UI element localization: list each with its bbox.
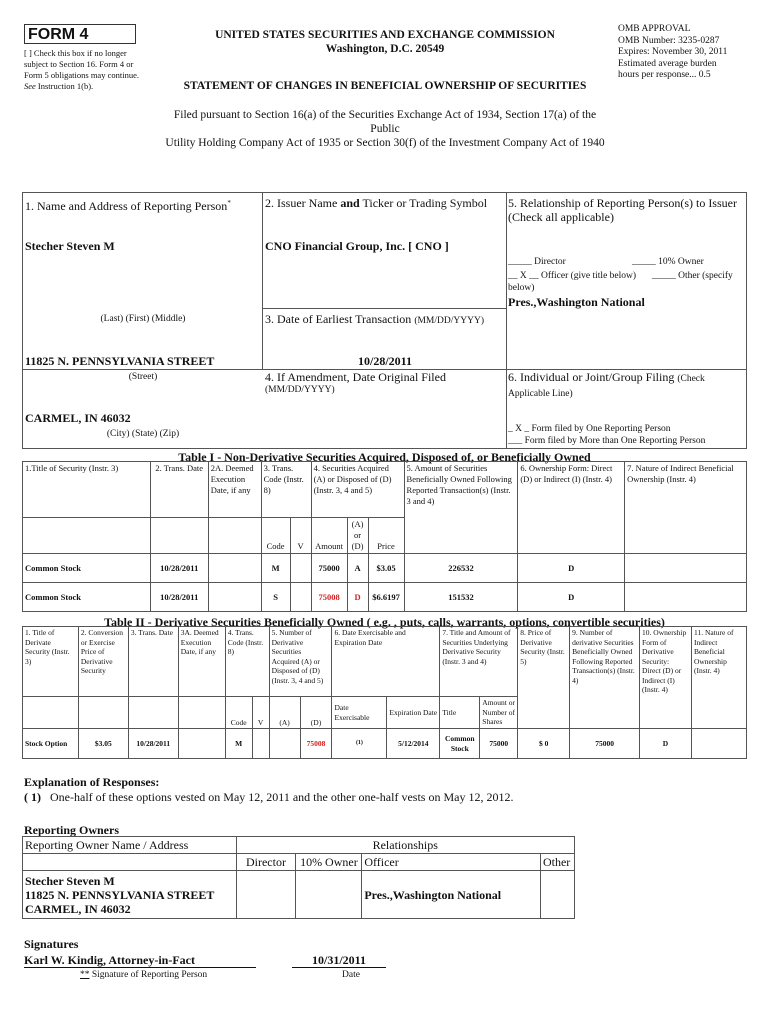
t1-header-title: 1.Title of Security (Instr. 3) (23, 462, 151, 518)
reporting-person-city: CARMEL, IN 46032 (25, 411, 131, 425)
form-title: FORM 4 (28, 26, 89, 43)
reporting-person-street: 11825 N. PENNSYLVANIA STREET (25, 354, 215, 368)
t2-r1-conv: $3.05 (78, 729, 128, 759)
t2-header-form: 10. Ownership Form of Derivative Security: Direct (D) or Indirect (I) (Instr. 4) (640, 627, 692, 729)
t1-header-acquired: 4. Securities Acquired (A) or Disposed of (D) (Instr. 3, 4 and 5) (311, 462, 404, 518)
owners-col-ten-pct: 10% Owner (296, 854, 362, 871)
box4-label: 4. If Amendment, Date Original Filed (265, 370, 446, 384)
t2-r1-v (252, 729, 269, 759)
t2-sub-date-ex: Date Exercisable (332, 697, 387, 729)
director-checkbox[interactable]: _____ Director (508, 257, 566, 267)
t1-header-form: 6. Ownership Form: Direct (D) or Indirect (I) (Instr. 4) (518, 462, 625, 554)
filing-option-one[interactable]: _ X _ Form filed by One Reporting Person (508, 424, 671, 434)
t2-r1-exercisable: (1) (332, 729, 387, 759)
agency-location: Washington, D.C. 20549 (325, 43, 445, 55)
earliest-transaction-date: 10/28/2011 (357, 354, 412, 368)
footnote-1: ( 1) One-half of these options vested on May 12, 2011 and the other one-half vests on May 12, 2012. (24, 790, 514, 804)
t1-r2-code: S (261, 583, 290, 612)
t1-sub-amount: Amount (311, 518, 347, 554)
checkbox-note[interactable]: [ ] Check this box if no longer subject to Section 16. Form 4 or Form 5 obligations may continue. See Instruction 1(b). (24, 48, 139, 91)
t2-header-date: 3. Trans. Date (128, 627, 178, 697)
t1-r1-date: 10/28/2011 (150, 554, 208, 583)
form-title-box (24, 24, 136, 44)
t1-r1-v (290, 554, 311, 583)
t1-r1-code: M (261, 554, 290, 583)
reporting-person-name: Stecher Steven M (25, 239, 115, 253)
t1-sub-code: Code (261, 518, 290, 554)
date-caption: Date (342, 970, 360, 980)
t2-r1-d: 75008 (300, 729, 332, 759)
t2-header-price: 8. Price of Derivative Security (Instr. 5) (518, 627, 570, 729)
filing-option-multiple[interactable]: ___ Form filed by More than One Reporting Person (508, 436, 706, 446)
table-row (23, 729, 747, 759)
other-checkbox[interactable]: _____ Other (specify below) (508, 271, 733, 293)
t2-sub-code: Code (225, 697, 252, 729)
issuer-name: CNO Financial Group, Inc. [ CNO ] (265, 239, 449, 253)
table2-title: Table II - Derivative Securities Beneficially Owned ( e.g. , puts, calls, warrants, options, convertible securities) (104, 615, 665, 629)
owners-col-name: Reporting Owner Name / Address (23, 837, 237, 854)
table2 (22, 626, 747, 759)
city-caption: (City) (State) (Zip) (106, 429, 180, 439)
t2-sub-exp: Expiration Date (387, 697, 440, 729)
signature-caption: ** Signature of Reporting Person (80, 970, 208, 980)
t1-sub-price: Price (368, 518, 404, 554)
table1-title: Table I - Non-Derivative Securities Acquired, Disposed of, or Beneficially Owned (178, 450, 591, 464)
owners-col-officer: Officer (362, 854, 541, 871)
t1-r2-form: D (518, 583, 625, 612)
t1-header-nature: 7. Nature of Indirect Beneficial Ownership (Instr. 4) (625, 462, 747, 554)
t2-r1-nature (691, 729, 746, 759)
officer-checkbox[interactable]: __ X __ Officer (give title below) (508, 271, 637, 281)
filed-pursuant: Filed pursuant to Section 16(a) of the Securities Exchange Act of 1934, Section 17(a) of the Public Utility Holding Company Act of 1935 or Section 30(f) of the Investment Company Act of 1940 (165, 109, 605, 149)
t2-r1-deemed (178, 729, 225, 759)
owners-col-other: Other (540, 854, 574, 871)
ten-percent-owner-checkbox[interactable]: _____ 10% Owner (632, 257, 704, 267)
t2-r1-code: M (225, 729, 252, 759)
t2-header-underlying: 7. Title and Amount of Securities Underlying Derivative Security (Instr. 3 and 4) (440, 627, 518, 697)
t1-r2-ad: D (347, 583, 368, 612)
officer-title: Pres.,Washington National (508, 295, 645, 309)
t1-r1-security: Common Stock (23, 554, 151, 583)
t1-r2-amount: 75008 (311, 583, 347, 612)
t2-sub-title: Title (440, 697, 480, 729)
box4-label-small: (MM/DD/YYYY) (265, 385, 335, 395)
t1-sub-aod: (A) or (D) (347, 518, 368, 554)
t1-r2-date: 10/28/2011 (150, 583, 208, 612)
signature-date: 10/31/2011 (311, 953, 366, 967)
t2-r1-owned: 75000 (570, 729, 640, 759)
owners-col-director: Director (236, 854, 296, 871)
t1-r1-deemed (208, 554, 261, 583)
t2-header-conversion: 2. Conversion or Exercise Price of Derivative Security (78, 627, 128, 697)
t1-r2-deemed (208, 583, 261, 612)
t2-r1-security: Stock Option (23, 729, 79, 759)
t1-r2-v (290, 583, 311, 612)
t1-r1-ad: A (347, 554, 368, 583)
t2-sub-d: (D) (300, 697, 332, 729)
t2-header-number: 5. Number of Derivative Securities Acquired (A) or Disposed of (D) (Instr. 3, 4 and 5) (269, 627, 332, 697)
t1-r1-owned: 226532 (404, 554, 518, 583)
box2-label: 2. Issuer Name and Ticker or Trading Symbol (265, 196, 488, 210)
t1-r2-owned: 151532 (404, 583, 518, 612)
t1-header-deemed: 2A. Deemed Execution Date, if any (208, 462, 261, 518)
owner-officer-title: Pres.,Washington National (362, 871, 541, 919)
t2-r1-price: $ 0 (518, 729, 570, 759)
t1-r1-form: D (518, 554, 625, 583)
t1-r2-security: Common Stock (23, 583, 151, 612)
t1-r1-amount: 75000 (311, 554, 347, 583)
owners-col-relationships: Relationships (236, 837, 574, 854)
t2-r1-expiration: 5/12/2014 (387, 729, 440, 759)
t2-sub-a: (A) (269, 697, 300, 729)
t2-r1-date: 10/28/2011 (128, 729, 178, 759)
t2-header-exercisable: 6. Date Exercisable and Expiration Date (332, 627, 440, 697)
agency-name: UNITED STATES SECURITIES AND EXCHANGE COMMISSION (215, 29, 555, 41)
t2-header-owned: 9. Number of derivative Securities Beneficially Owned Following Reported Transaction(s) (Instr. 4) (570, 627, 640, 729)
t1-r2-price: $6.6197 (368, 583, 404, 612)
t2-r1-form: D (640, 729, 692, 759)
t1-header-owned: 5. Amount of Securities Beneficially Owned Following Reported Transaction(s) (Instr. 3 and 4) (404, 462, 518, 554)
t1-r1-price: $3.05 (368, 554, 404, 583)
t1-r1-nature (625, 554, 747, 583)
table-row (23, 554, 747, 583)
box5-label: 5. Relationship of Reporting Person(s) to Issuer (Check all applicable) (508, 196, 737, 224)
t2-sub-v: V (252, 697, 269, 729)
reporting-owners-heading: Reporting Owners (24, 823, 119, 837)
street-caption: (Street) (128, 372, 158, 382)
owner-name-address: Stecher Steven M 11825 N. PENNSYLVANIA STREET CARMEL, IN 46032 (23, 871, 237, 919)
t2-sub-amount: Amount or Number of Shares (480, 697, 518, 729)
box3-label: 3. Date of Earliest Transaction (MM/DD/YYYY) (265, 312, 484, 326)
t1-header-date: 2. Trans. Date (150, 462, 208, 518)
signer-name: Karl W. Kindig, Attorney-in-Fact (24, 953, 195, 967)
t2-header-title: 1. Title of Derivate Security (Instr. 3) (23, 627, 79, 697)
table-row (23, 583, 747, 612)
explanation-heading: Explanation of Responses: (24, 775, 160, 789)
name-caption: (Last) (First) (Middle) (100, 314, 186, 324)
omb-approval: OMB APPROVAL OMB Number: 3235-0287 Expires: November 30, 2011 Estimated average burden hours per response... 0.5 (618, 24, 728, 80)
t2-header-code: 4. Trans. Code (Instr. 8) (225, 627, 269, 697)
t2-r1-title: Common Stock (440, 729, 480, 759)
t1-sub-v: V (290, 518, 311, 554)
statement-title: STATEMENT OF CHANGES IN BENEFICIAL OWNERSHIP OF SECURITIES (183, 80, 587, 92)
reporting-owners-table (22, 836, 575, 919)
box1-label: 1. Name and Address of Reporting Person* (25, 199, 231, 213)
table1 (22, 461, 747, 612)
signatures-heading: Signatures (24, 937, 79, 951)
t2-header-deemed: 3A. Deemed Execution Date, if any (178, 627, 225, 697)
t2-r1-shares: 75000 (480, 729, 518, 759)
table-row (23, 871, 575, 919)
t2-header-nature: 11. Nature of Indirect Beneficial Ownership (Instr. 4) (691, 627, 746, 729)
t1-r2-nature (625, 583, 747, 612)
t1-header-code: 3. Trans. Code (Instr. 8) (261, 462, 311, 518)
box6-label: 6. Individual or Joint/Group Filing (Check Applicable Line) (508, 370, 705, 399)
t2-r1-a (269, 729, 300, 759)
